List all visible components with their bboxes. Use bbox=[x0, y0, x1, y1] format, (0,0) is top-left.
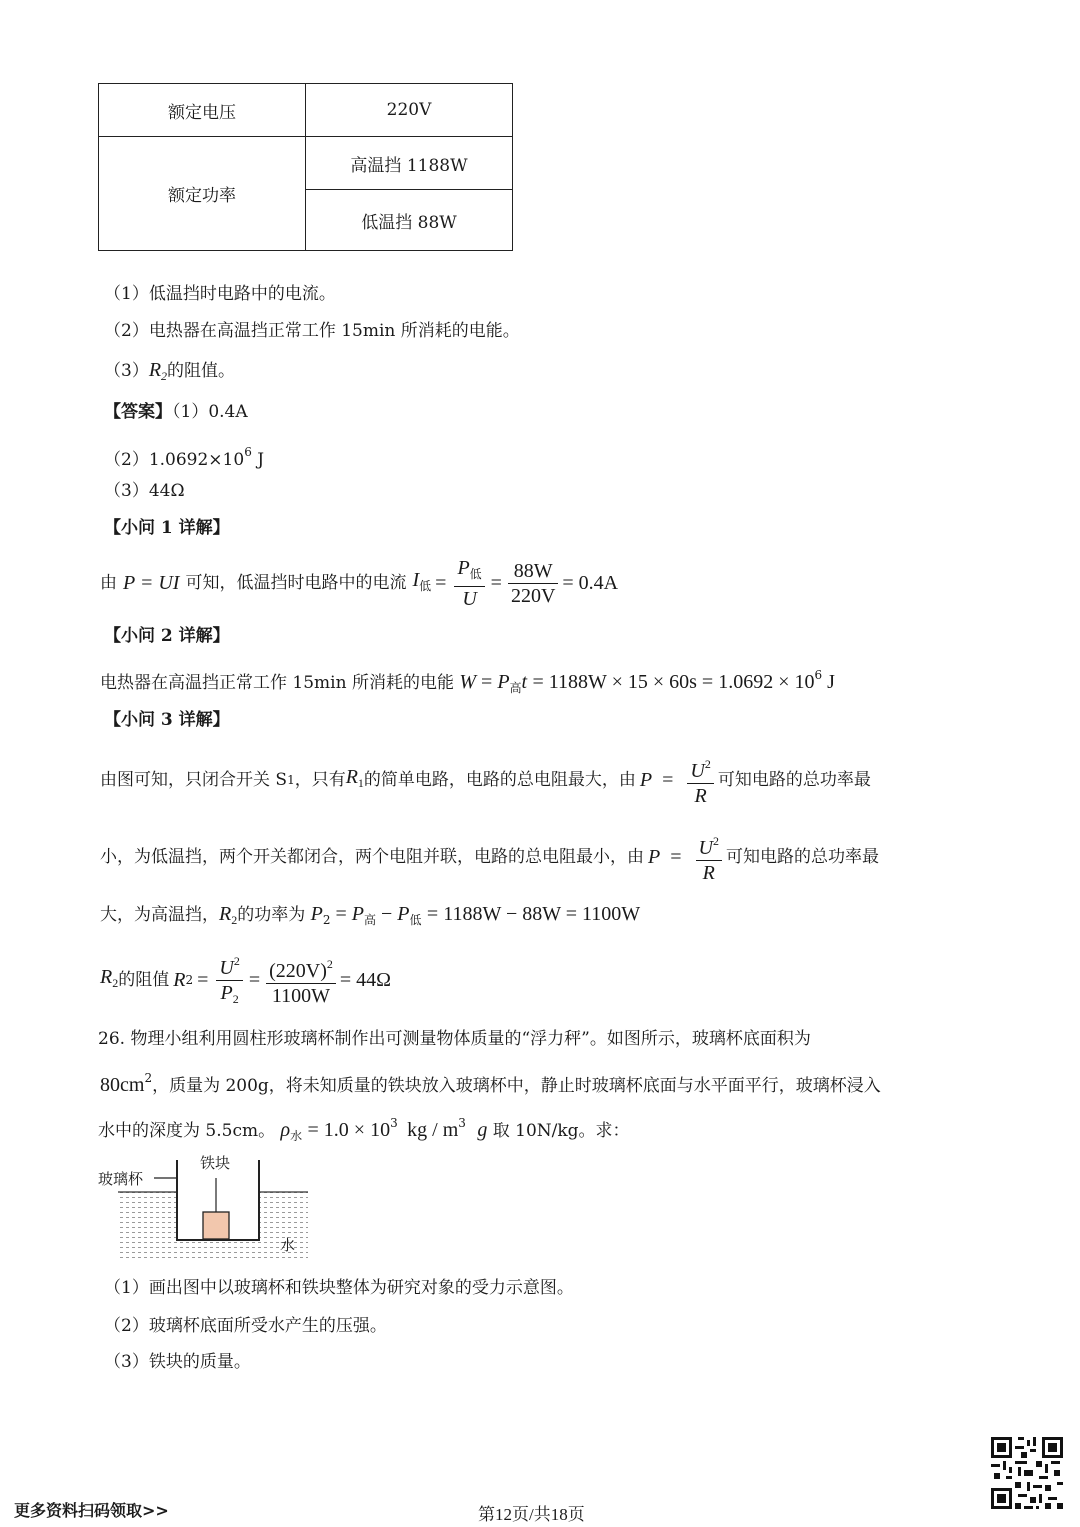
answer-2: $(2)1.0692\times 10^6$ J bbox=[104, 445, 265, 470]
label-water: 水 bbox=[280, 1236, 296, 1254]
rated-voltage-label: 额定电压 bbox=[99, 84, 306, 137]
sub2-solution: 电热器在高温挡正常工作 15min 所消耗的电能 $W = P_高t = 1188W \times 15 \times 60s = 1.0692 \times 10^6$ J bbox=[100, 668, 835, 695]
qr-code-graphic bbox=[988, 1434, 1066, 1512]
buoyancy-scale-figure bbox=[96, 1150, 316, 1268]
q25-question-3: $(3)R_2$的阻值。 bbox=[104, 359, 236, 383]
q26-question-1: （1）画出图中以玻璃杯和铁块整体为研究对象的受力示意图。 bbox=[104, 1278, 574, 1298]
q25-question-2: （2）电热器在高温挡正常工作 15min 所消耗的电能。 bbox=[104, 321, 520, 341]
sub3-line-2: 小，为低温挡，两个开关都闭合，两个电阻并联，电路的总电阻最小，由 P = $\frac{U^2}{R}$ 可知电路的总功率最 bbox=[100, 829, 879, 885]
q26-line-1: 26. 物理小组利用圆柱形玻璃杯制作出可测量物体质量的“浮力秤”。如图所示，玻璃杯底面积为 bbox=[98, 1029, 811, 1049]
rated-power-label: 额定功率 bbox=[99, 137, 306, 251]
label-glass-cup: 玻璃杯 bbox=[98, 1170, 144, 1188]
sub3-heading: 【小问 3 详解】 bbox=[104, 710, 230, 730]
sub1-heading: 【小问 1 详解】 bbox=[104, 518, 230, 538]
rated-voltage-value: 220V bbox=[306, 84, 513, 137]
footer-more-resources-link[interactable]: 更多资料扫码领取>> bbox=[14, 1501, 169, 1520]
q26-line-3: 水中的深度为 5.5cm。 $\rho_水 = 1.0 \times 10^3$ kg / $m^3$ g 取 10N/kg。求： bbox=[98, 1116, 630, 1143]
sub2-heading: 【小问 2 详解】 bbox=[104, 626, 230, 646]
spec-table bbox=[98, 83, 513, 251]
q26-line-2: $80cm^2$，质量为 200g，将未知质量的铁块放入玻璃杯中，静止时玻璃杯底面与水平面平行，玻璃杯浸入 bbox=[100, 1071, 881, 1096]
q25-question-1: （1）低温挡时电路中的电流。 bbox=[104, 284, 336, 304]
sub3-line-1: 由图可知，只闭合开关 S 1 ，只有 $R_1$ 的简单电路，电路的总电阻最大，由 P = $\frac{U^2}{R}$ 可知电路的总功率最 bbox=[100, 752, 871, 808]
answer-1: 【答案】（1）0.4A bbox=[104, 402, 248, 422]
sub1-solution: 由 P = UI 可知，低温挡时电路中的电流 $I_低$ = $\frac{P_低}{U}$ = $\frac{88W}{220V}$ = 0.4A bbox=[100, 556, 619, 610]
label-iron-block: 铁块 bbox=[200, 1154, 231, 1172]
q26-question-3: （3）铁块的质量。 bbox=[104, 1352, 251, 1372]
high-power-value: 高温挡 1188W bbox=[306, 137, 513, 190]
low-power-value: 低温挡 88W bbox=[306, 190, 513, 251]
iron-block bbox=[203, 1212, 229, 1239]
qr-code-icon[interactable] bbox=[988, 1434, 1066, 1512]
sub3-line-4: $R_2$ 的阻值 R 2 = $\frac{U^2}{P_2}$ = $\frac{(220V)^2}{1100W}$ = 44Ω bbox=[100, 952, 391, 1008]
sub3-line-3: 大，为高温挡，$R_2$的功率为 $P_2 = P_高 - P_低 = 1188W - 88W = 1100W$ bbox=[100, 903, 641, 927]
page-number: 第12页/共18页 bbox=[478, 1505, 585, 1524]
answer-3: （3）44Ω bbox=[104, 481, 185, 501]
q26-question-2: （2）玻璃杯底面所受水产生的压强。 bbox=[104, 1316, 387, 1336]
